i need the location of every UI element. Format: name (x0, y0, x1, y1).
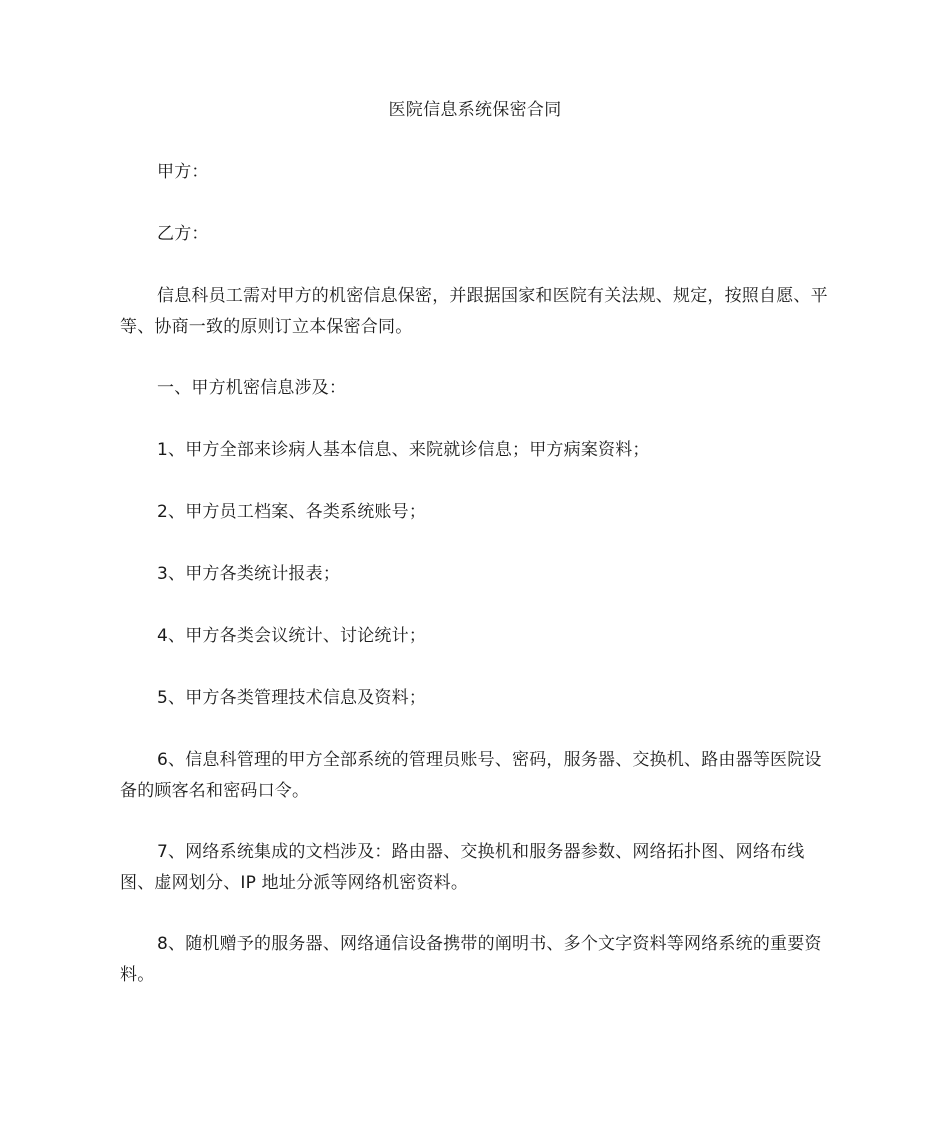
clause-item: 6、信息科管理的甲方全部系统的管理员账号、密码，服务器、交换机、路由器等医院设备的顾客名和密码口令。 (120, 750, 822, 801)
clause-item: 4、甲方各类会议统计、讨论统计； (157, 626, 427, 646)
intro-paragraph: 信息科员工需对甲方的机密信息保密，并跟据国家和医院有关法规、规定，按照自愿、平等、协商一致的原则订立本保密合同。 (120, 286, 828, 337)
party-a-line: 甲方： (157, 162, 209, 182)
clause-item: 2、甲方员工档案、各类系统账号； (157, 502, 427, 522)
clause-item: 5、甲方各类管理技术信息及资料； (157, 688, 427, 708)
clause-item: 7、网络系统集成的文档涉及：路由器、交换机和服务器参数、网络拓扑图、网络布线图、虚网划分、IP 地址分派等网络机密资料。 (120, 842, 805, 893)
document-title: 医院信息系统保密合同 (388, 100, 562, 120)
clause-item: 8、随机赠予的服务器、网络通信设备携带的阐明书、多个文字资料等网络系统的重要资料。 (120, 934, 822, 985)
section-heading: 一、甲方机密信息涉及： (157, 378, 347, 398)
clause-item: 3、甲方各类统计报表； (157, 564, 341, 584)
clause-item: 1、甲方全部来诊病人基本信息、来院就诊信息；甲方病案资料； (157, 440, 650, 460)
party-b-line: 乙方： (157, 224, 209, 244)
